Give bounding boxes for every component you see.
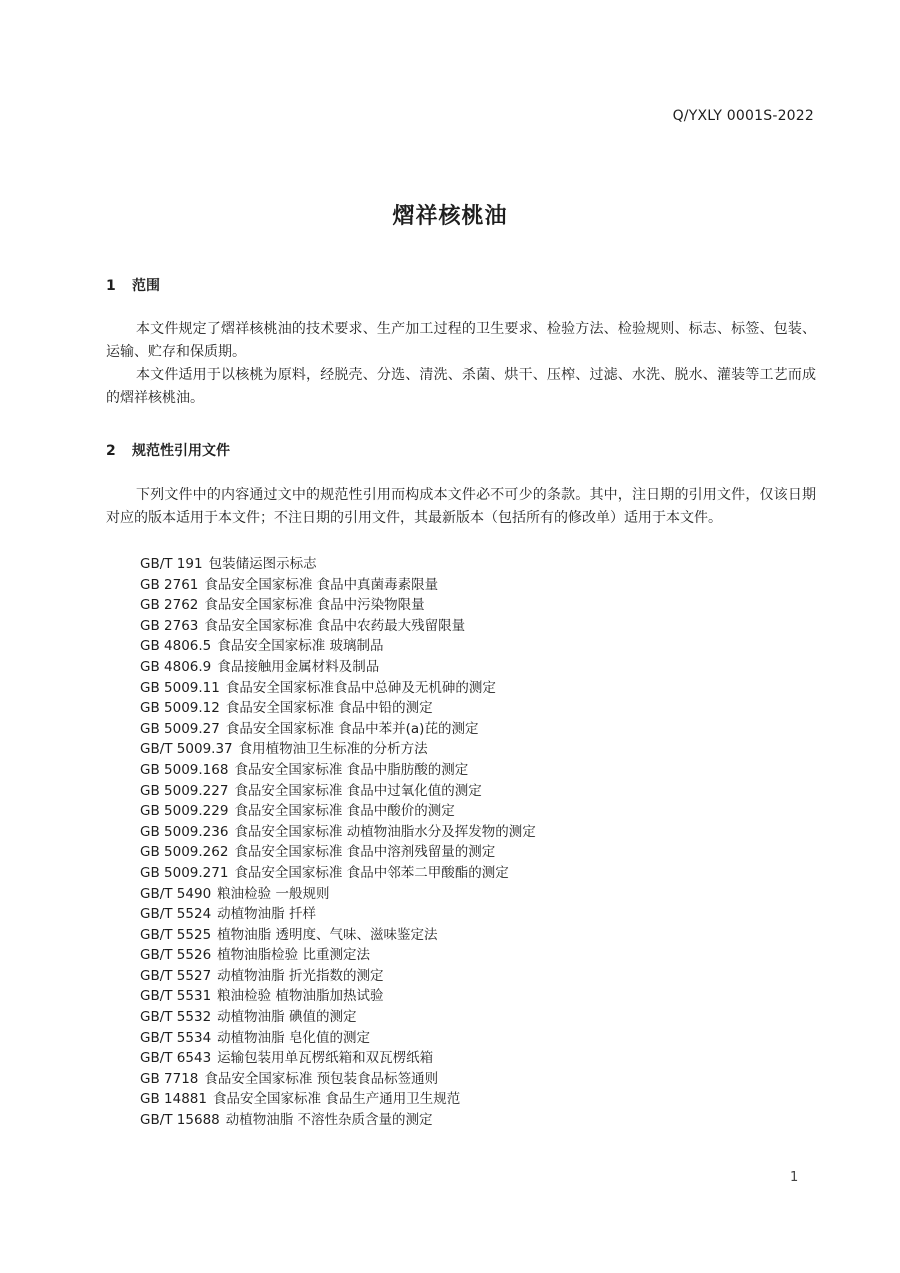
reference-item [140,636,536,657]
reference-item [140,595,536,616]
reference-code: GB/T 6543 [140,1050,212,1067]
reference-title: 植物油脂 透明度、气味、滋味鉴定法 [217,926,438,943]
section-number: 1 [106,278,116,294]
section-title: 范围 [132,278,160,294]
reference-code: GB/T 5009.37 [140,741,233,758]
reference-code: GB 2762 [140,597,199,614]
reference-title: 食品安全国家标准 食品中邻苯二甲酸酯的测定 [234,864,509,881]
reference-item [140,575,536,596]
reference-title: 植物油脂检验 比重测定法 [217,947,370,964]
reference-item [140,554,536,575]
reference-title: 食品安全国家标准 预包装食品标签通则 [204,1070,439,1087]
reference-item [140,760,536,781]
reference-code: GB 4806.5 [140,638,212,655]
reference-title: 食品安全国家标准 食品中农药最大残留限量 [204,617,466,634]
reference-item [140,966,536,987]
reference-title: 食品安全国家标准 玻璃制品 [217,638,384,655]
section-number: 2 [106,443,116,459]
reference-title: 食品安全国家标准 食品中脂肪酸的测定 [234,761,469,778]
reference-title: 食用植物油卫生标准的分析方法 [238,741,428,758]
reference-code: GB/T 191 [140,556,203,572]
reference-code: GB/T 15688 [140,1112,220,1129]
paragraph: 本文件规定了熠祥核桃油的技术要求、生产加工过程的卫生要求、检验方法、检验规则、标志、标签、包装、运输、贮存和保质期。 [106,321,816,360]
reference-code: GB/T 5524 [140,906,212,923]
reference-title: 动植物油脂 折光指数的测定 [217,967,384,984]
reference-item [140,925,536,946]
reference-item [140,739,536,760]
reference-title: 动植物油脂 扦样 [217,906,316,923]
reference-code: GB/T 5526 [140,947,212,964]
document-title: 熠祥核桃油 [392,204,508,229]
reference-title: 食品安全国家标准 食品中真菌毒素限量 [204,576,439,593]
section-heading-normative-references [106,440,230,460]
reference-title: 食品安全国家标准 食品中铅的测定 [225,700,433,717]
reference-code: GB/T 5532 [140,1009,212,1026]
reference-item [140,719,536,740]
reference-item [140,842,536,863]
reference-item [140,904,536,925]
reference-title: 动植物油脂 皂化值的测定 [217,1029,370,1046]
reference-code: GB 2761 [140,576,199,593]
reference-item [140,698,536,719]
reference-code: GB/T 5490 [140,885,212,902]
reference-title: 粮油检验 植物油脂加热试验 [217,988,384,1005]
reference-title: 食品接触用金属材料及制品 [217,658,380,675]
reference-title: 食品安全国家标准 食品中过氧化值的测定 [234,782,482,799]
paragraph: 下列文件中的内容通过文中的规范性引用而构成本文件必不可少的条款。其中，注日期的引用文件，仅该日期对应的版本适用于本文件；不注日期的引用文件，其最新版本（包括所有的修改单）适用于本文件。 [106,487,816,526]
section-title: 规范性引用文件 [132,443,230,459]
reference-title: 动植物油脂 不溶性杂质含量的测定 [225,1112,433,1129]
reference-item [140,616,536,637]
reference-code: GB 7718 [140,1070,199,1087]
reference-item [140,678,536,699]
page-number: 1 [790,1170,799,1185]
reference-list [140,554,536,1131]
reference-item [140,1048,536,1069]
reference-title: 运输包装用单瓦楞纸箱和双瓦楞纸箱 [217,1050,434,1067]
reference-code: GB/T 5527 [140,967,212,984]
reference-item [140,1028,536,1049]
reference-title: 粮油检验 一般规则 [217,885,330,902]
reference-title: 食品安全国家标准 动植物油脂水分及挥发物的测定 [234,823,536,840]
reference-code: GB/T 5534 [140,1029,212,1046]
reference-item [140,863,536,884]
reference-title: 食品安全国家标准 食品生产通用卫生规范 [212,1091,461,1108]
reference-title: 食品安全国家标准 食品中酸价的测定 [234,803,455,820]
section-heading-scope [106,275,160,295]
reference-title: 包装储运图示标志 [208,556,317,572]
reference-item [140,1110,536,1131]
reference-title: 食品安全国家标准 食品中污染物限量 [204,597,425,614]
reference-title: 食品安全国家标准食品中总砷及无机砷的测定 [225,679,496,696]
reference-item [140,657,536,678]
reference-code: GB 14881 [140,1091,207,1108]
reference-item [140,801,536,822]
reference-item [140,884,536,905]
reference-code: GB 2763 [140,617,199,634]
reference-code: GB 5009.262 [140,844,229,861]
reference-code: GB 5009.11 [140,679,220,696]
paragraph: 本文件适用于以核桃为原料，经脱壳、分选、清洗、杀菌、烘干、压榨、过滤、水洗、脱水、灌装等工艺而成的熠祥核桃油。 [106,367,816,406]
reference-title: 食品安全国家标准 食品中苯并(a)芘的测定 [225,720,479,737]
reference-code: GB/T 5525 [140,926,212,943]
reference-code: GB 5009.236 [140,823,229,840]
reference-item [140,781,536,802]
reference-item [140,822,536,843]
reference-item [140,1069,536,1090]
reference-code: GB 5009.168 [140,761,229,778]
reference-item [140,1007,536,1028]
reference-code: GB 4806.9 [140,658,212,675]
reference-item [140,945,536,966]
reference-code: GB 5009.227 [140,782,229,799]
reference-code: GB 5009.27 [140,720,220,737]
reference-code: GB 5009.271 [140,864,229,881]
reference-item [140,1089,536,1110]
reference-title: 动植物油脂 碘值的测定 [217,1009,357,1026]
reference-item [140,986,536,1007]
reference-title: 食品安全国家标准 食品中溶剂残留量的测定 [234,844,496,861]
reference-code: GB/T 5531 [140,988,212,1005]
reference-code: GB 5009.229 [140,803,229,820]
standard-code: Q/YXLY 0001S-2022 [672,108,814,124]
reference-code: GB 5009.12 [140,700,220,717]
